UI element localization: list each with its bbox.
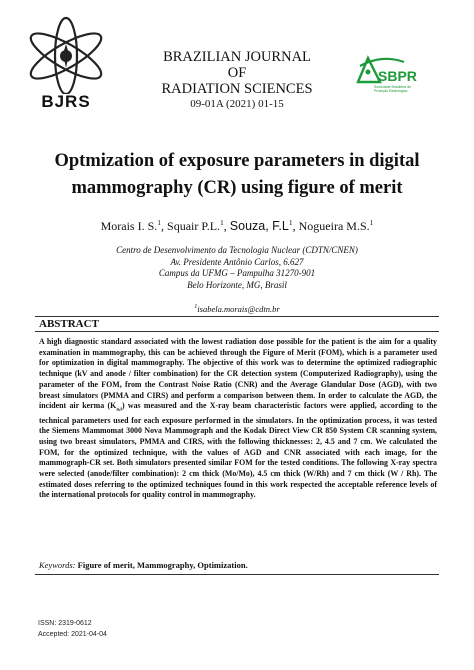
abstract-text-part1: A high diagnostic standard associated with the lowest radiation dose possible for the patient is the aim for a quality examination in mammography, this can be achieved through the Figure of Merit (FOM), which is a parameter used for optimization in digital mammography. The objective of this work was to determine the optimized radiographic technique (kV and anode / filter combination) for the CR detection system (Computerized Radiography), using the parameter of the FOM, from the Contrast Noise Ratio (CNR) and the Average Glandular Dose (AGD), with two breast simulators (PMMA and CIRS) and perform a comparison between them. In order to calculate the AGD, the incident air kerma (K — [39, 337, 437, 411]
atom-icon — [20, 14, 112, 94]
author-name: Squair P.L. — [167, 219, 221, 233]
bjrs-logo — [20, 14, 112, 112]
author-affiliation-mark: 1 — [220, 218, 224, 227]
journal-name-line2: OF — [227, 65, 247, 81]
journal-header — [130, 49, 344, 111]
accepted-date: Accepted: 2021-04-04 — [38, 630, 107, 638]
issn: ISSN: 2319-0612 — [38, 620, 92, 627]
keywords — [39, 560, 437, 570]
abstract-text-part2: ) was measured and the X-ray beam characteristic factors were applied, according to the technical parameters used for each exposure performed in the simulators. In the optimization process, it was tested the Siemens Mammomat 3000 Nova Mammograph and the Kodak Direct View CR 850 System CR scanning system, using two breast simulators, PMMA and CIRS, with the following thicknesses: 2, 4.5 and 7 cm. We calculated the FOM, for the optimized technique, with the values of AGD and CNR associated with each image, for the mammograph-CR set. Both simulators presented similar FOM for the tested conditions. The following X-ray spectra were selected (anode/filter combination): 2 cm thick (Mo/Mo), 4.5 cm thick (W/Rh) and 7 cm thick (W / Rh). The estimated doses referring to the optimized techniques found in this work respected the acceptable reference levels of the international protocols for quality control in mammography. — [39, 401, 437, 500]
affiliation — [60, 245, 414, 291]
kerma-subscript: a,i — [116, 406, 122, 413]
abstract-bottom-rule — [35, 574, 439, 575]
author-affiliation-mark: 1 — [288, 218, 293, 227]
author-affiliation-mark: 1 — [157, 218, 162, 227]
title-line2: mammography (CR) using figure of merit — [71, 178, 403, 198]
author-name: Nogueira M.S. — [298, 219, 370, 233]
footer — [38, 619, 107, 640]
author-list: Morais I. S.$^1$, Squair P.L.$^1$, Souza, $F.L^1$, Nogueira M.S.$^1$ — [100, 218, 374, 233]
abstract-heading-rule — [35, 331, 439, 332]
paper-title — [40, 148, 434, 202]
title-line1: Optmization of exposure parameters in digital — [54, 151, 420, 171]
author-name: Morais I. S. — [100, 219, 158, 233]
email-mark: 1 — [194, 304, 198, 311]
email-address: isabela.morais@cdtn.br — [197, 304, 280, 314]
affiliation-line: Centro de Desenvolvimento da Tecnologia Nuclear (CDTN/CNEN) — [116, 245, 358, 255]
sbpr-logo-text: SBPR — [378, 68, 417, 84]
abstract-body — [39, 337, 437, 501]
keywords-label: Keywords: — [39, 560, 76, 570]
bjrs-logo-text: BJRS — [41, 92, 91, 111]
journal-name-line3: RADIATION SCIENCES — [161, 81, 313, 97]
abstract-heading: ABSTRACT — [39, 318, 99, 330]
abstract-top-rule — [35, 316, 439, 317]
affiliation-line: Belo Horizonte, MG, Brasil — [187, 279, 287, 290]
journal-issue: 09-01A (2021) 01-15 — [190, 98, 284, 110]
affiliation-line: Campus da UFMG – Pampulha 31270-901 — [158, 268, 316, 278]
affiliation-line: Av. Presidente Antônio Carlos, 6.627 — [170, 256, 304, 267]
keywords-value: Figure of merit, Mammography, Optimization. — [77, 560, 248, 570]
author-affiliation-mark: 1 — [369, 218, 374, 227]
sbpr-logo — [354, 50, 420, 108]
contact-email[interactable] — [60, 304, 414, 314]
journal-name-line1: BRAZILIAN JOURNAL — [163, 49, 311, 65]
sbpr-tagline: Sociedade Brasileira de Proteção Radiológica — [374, 85, 411, 93]
author-name: Souza, F.L — [229, 219, 289, 233]
